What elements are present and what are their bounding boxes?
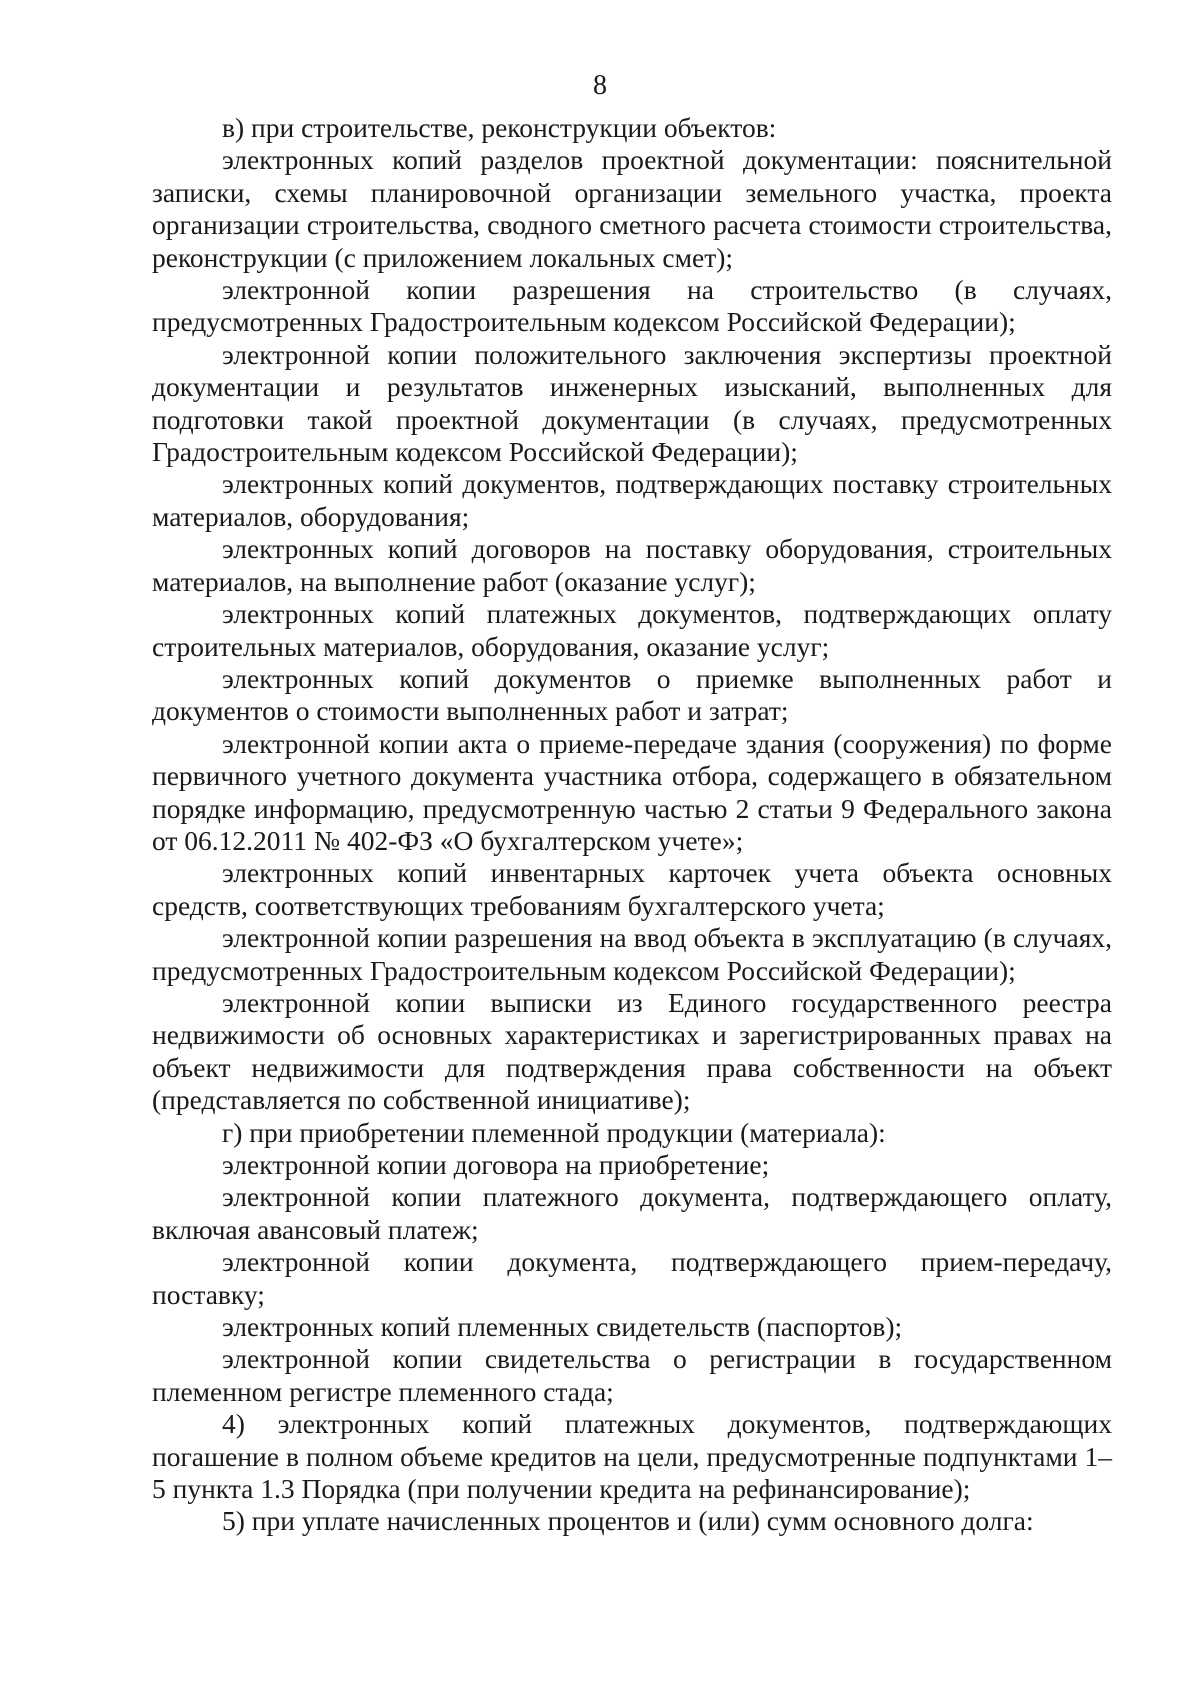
paragraph-payment-documents: электронных копий платежных документов, подтверждающих оплату строительных материалов, оборудования, оказание услуг;	[152, 598, 1112, 662]
paragraph-acceptance-documents: электронных копий документов о приемке выполненных работ и документов о стоимости выполненных работ и затрат;	[152, 662, 1112, 727]
page-number: 8	[593, 70, 607, 101]
paragraph-transfer-act: электронной копии акта о приеме-передаче здания (сооружения) по форме первичного учетного документа участника отбора, содержащего в обязательном порядке информацию, предусмотренную частью 2 статьи 9 Федерального закона от 06.12.2011 № 402-ФЗ «О бухгалтерском учете»;	[152, 727, 1112, 856]
paragraph-item-4: 4) электронных копий платежных документов, подтверждающих погашение в полном объеме кредитов на цели, предусмотренные подпунктами 1–5 пункта 1.3 Порядка (при получении кредита на рефинансирование);	[152, 1408, 1112, 1505]
paragraph-construction-heading: в) при строительстве, реконструкции объектов:	[222, 112, 777, 143]
paragraph-project-documentation: электронных копий разделов проектной документации: пояснительной записки, схемы планировочной организации земельного участка, проекта организации строительства, сводного сметного расчета стоимости строительства, реконструкции (с приложением локальных смет);	[152, 144, 1112, 273]
paragraph-expertise-conclusion: электронной копии положительного заключения экспертизы проектной документации и результатов инженерных изысканий, выполненных для подготовки такой проектной документации (в случаях, предусмотренных Градостроительным кодексом Российской Федерации);	[152, 338, 1112, 468]
paragraph-payment-document: электронной копии платежного документа, подтверждающего оплату, включая авансовый платеж;	[152, 1181, 1112, 1245]
paragraph-breeding-certificates: электронных копий племенных свидетельств (паспортов);	[222, 1311, 903, 1343]
document-body	[152, 112, 1112, 1538]
paragraph-registry-extract: электронной копии выписки из Единого государственного реестра недвижимости об основных характеристиках и зарегистрированных правах на объект недвижимости для подтверждения права собственности на объект (представляется по собственной инициативе);	[152, 986, 1112, 1116]
paragraph-inventory-cards: электронных копий инвентарных карточек учета объекта основных средств, соответствующих требованиям бухгалтерского учета;	[152, 857, 1112, 921]
paragraph-item-5: 5) при уплате начисленных процентов и (или) сумм основного долга:	[222, 1505, 1034, 1537]
paragraph-registry-certificate: электронной копии свидетельства о регистрации в государственном племенном регистре племенного стада;	[152, 1343, 1112, 1407]
paragraph-supply-documents: электронных копий документов, подтверждающих поставку строительных материалов, оборудования;	[152, 468, 1112, 532]
paragraph-breeding-heading: г) при приобретении племенной продукции (материала):	[222, 1116, 886, 1148]
paragraph-commissioning-permit: электронной копии разрешения на ввод объекта в эксплуатацию (в случаях, предусмотренных Градостроительным кодексом Российской Федерации);	[152, 922, 1112, 986]
paragraph-purchase-contract: электронной копии договора на приобретение;	[222, 1149, 770, 1180]
paragraph-transfer-document: электронной копии документа, подтверждающего прием-передачу, поставку;	[152, 1246, 1112, 1310]
paragraph-building-permit: электронной копии разрешения на строительство (в случаях, предусмотренных Градостроительным кодексом Российской Федерации);	[152, 274, 1112, 338]
paragraph-supply-contracts: электронных копий договоров на поставку оборудования, строительных материалов, на выполнение работ (оказание услуг);	[152, 533, 1112, 597]
